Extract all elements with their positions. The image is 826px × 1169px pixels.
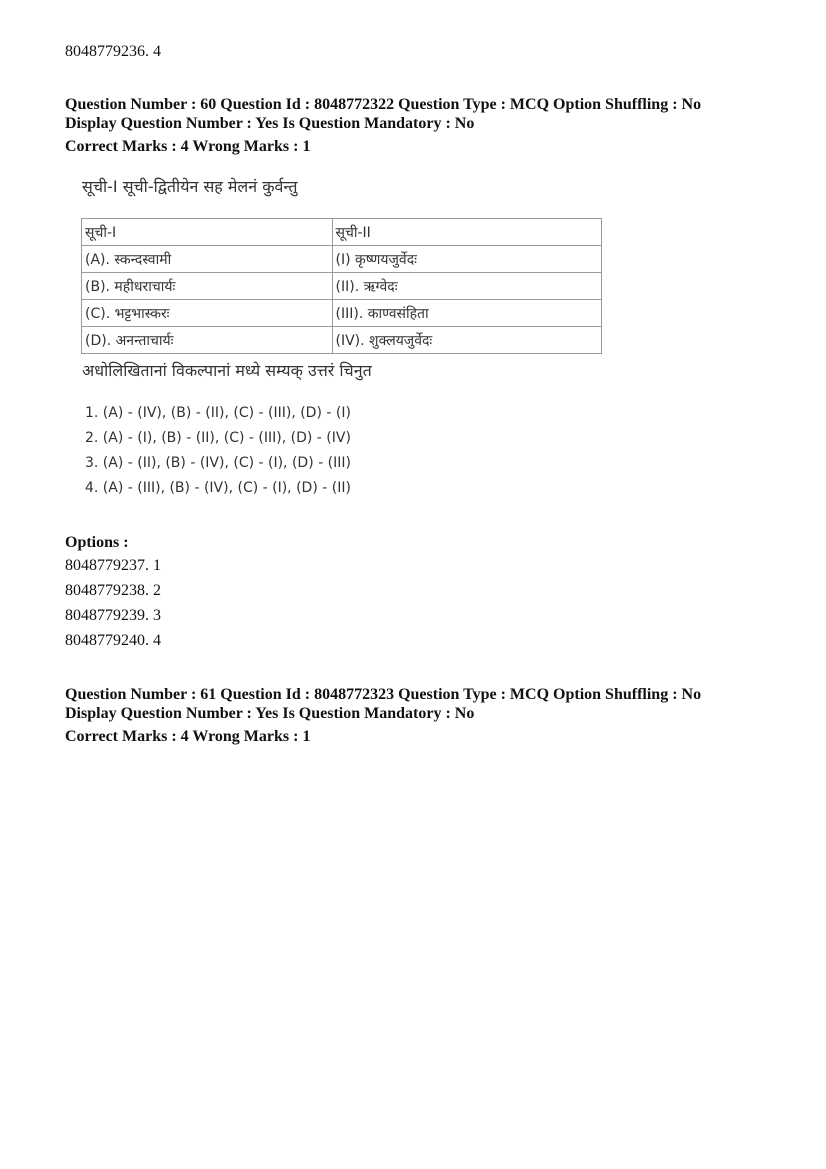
question-61-header: [65, 685, 701, 746]
table-cell: (A). स्कन्दस्वामी: [82, 246, 333, 273]
option-id: 8048779240. 4: [65, 632, 161, 649]
answer-choice: 1. (A) - (IV), (B) - (II), (C) - (III), (D) - (I): [85, 405, 351, 421]
table-cell: (II). ऋग्वेदः: [332, 273, 601, 300]
options-label: Options :: [65, 534, 129, 551]
table-row: [82, 246, 602, 273]
table-cell: (III). काण्वसंहिता: [332, 300, 601, 327]
table-header-row: [82, 219, 602, 246]
option-id: 8048779238. 2: [65, 582, 161, 599]
table-row: [82, 273, 602, 300]
question-60-header: [65, 95, 701, 156]
question-61-marks: Correct Marks : 4 Wrong Marks : 1: [65, 728, 311, 745]
table-cell: (D). अनन्ताचार्यः: [82, 327, 333, 354]
match-table: [81, 218, 602, 354]
answer-choice: 3. (A) - (II), (B) - (IV), (C) - (I), (D) - (III): [85, 455, 351, 471]
table-cell: (B). महीधराचार्यः: [82, 273, 333, 300]
table-header-cell: सूची-I: [82, 219, 333, 246]
question-60-marks: Correct Marks : 4 Wrong Marks : 1: [65, 138, 311, 155]
answer-choices: [85, 401, 351, 501]
table-cell: (I) कृष्णयजुर्वेदः: [332, 246, 601, 273]
previous-option: 8048779236. 4: [65, 43, 161, 60]
option-id: 8048779237. 1: [65, 557, 161, 574]
options-list: [65, 553, 161, 653]
table-row: [82, 327, 602, 354]
option-id: 8048779239. 3: [65, 607, 161, 624]
table-cell: (C). भट्टभास्करः: [82, 300, 333, 327]
table-row: [82, 300, 602, 327]
question-60-meta-line1: Question Number : 60 Question Id : 8048772322 Question Type : MCQ Option Shuffling : No: [65, 96, 702, 113]
choice-prompt: अधोलिखितानां विकल्पानां मध्ये सम्यक् उत्तरं चिनुत: [82, 361, 372, 380]
question-61-meta-line2: Display Question Number : Yes Is Question Mandatory : No: [65, 705, 475, 722]
table-cell: (IV). शुक्लयजुर्वेदः: [332, 327, 601, 354]
answer-choice: 4. (A) - (III), (B) - (IV), (C) - (I), (D) - (II): [85, 480, 351, 496]
table-header-cell: सूची-II: [332, 219, 601, 246]
match-instruction: सूची-I सूची-द्वितीयेन सह मेलनं कुर्वन्तु: [82, 177, 298, 196]
question-61-meta-line1: Question Number : 61 Question Id : 8048772323 Question Type : MCQ Option Shuffling : No: [65, 686, 702, 703]
answer-choice: 2. (A) - (I), (B) - (II), (C) - (III), (D) - (IV): [85, 430, 351, 446]
question-60-meta-line2: Display Question Number : Yes Is Question Mandatory : No: [65, 115, 475, 132]
